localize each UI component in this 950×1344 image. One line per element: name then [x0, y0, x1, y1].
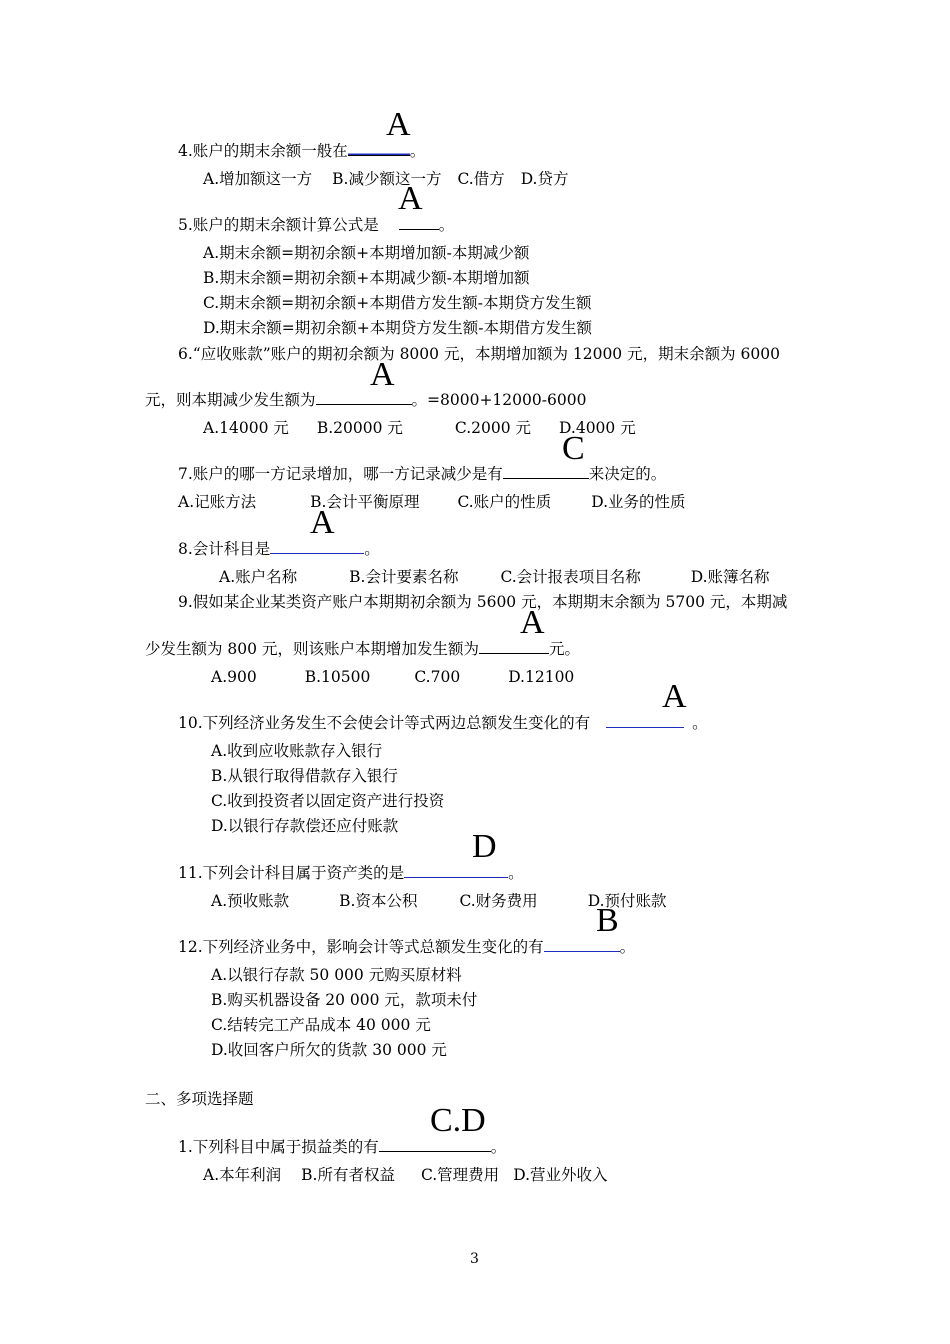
- q6-line2: 元，则本期减少发生额为 。=8000+12000-6000: [145, 388, 586, 409]
- q8-options: A.账户名称 B.会计要素名称 C.会计报表项目名称 D.账簿名称: [219, 568, 770, 586]
- q9-line1: 9.假如某企业某类资产账户本期期初余额为 5600 元，本期期末余额为 5700 元，本期减: [178, 593, 788, 611]
- q9-options: A.900 B.10500 C.700 D.12100: [211, 668, 575, 686]
- m1-answer-blank: [379, 1135, 491, 1152]
- q4-answer-blank: [348, 139, 410, 156]
- q9-line2: 少发生额为 800 元，则该账户本期增加发生额为 元。: [145, 637, 580, 658]
- q5-stem: 5.账户的期末余额计算公式是 。: [178, 213, 454, 234]
- q7-handwritten-answer: C: [562, 430, 585, 467]
- q9-handwritten-answer: A: [520, 604, 545, 641]
- q12-option-a: A.以银行存款 50 000 元购买原材料: [211, 966, 462, 984]
- section-2-title: 二、多项选择题: [145, 1090, 254, 1108]
- q11-options: A.预收账款 B.资本公积 C.财务费用 D.预付账款: [211, 892, 667, 910]
- q5-option-a: A.期末余额=期初余额+本期增加额-本期减少额: [203, 244, 530, 262]
- q9-answer-blank: [479, 637, 549, 654]
- q5-option-c: C.期末余额=期初余额+本期借方发生额-本期贷方发生额: [203, 294, 592, 312]
- q7-stem: 7.账户的哪一方记录增加，哪一方记录减少是有 来决定的。: [178, 462, 666, 483]
- q8-answer-blank: [270, 537, 364, 554]
- q4-handwritten-answer: A: [386, 106, 411, 143]
- q6-answer-blank: [316, 388, 412, 405]
- q10-handwritten-answer: A: [662, 678, 687, 715]
- q5-option-d: D.期末余额=期初余额+本期贷方发生额-本期借方发生额: [203, 319, 593, 337]
- q12-handwritten-answer: B: [596, 902, 619, 939]
- q6-line1: 6.“应收账款”账户的期初余额为 8000 元，本期增加额为 12000 元，期末余额为 6000: [178, 345, 780, 363]
- q12-option-d: D.收回客户所欠的货款 30 000 元: [211, 1041, 447, 1059]
- q5-handwritten-answer: A: [398, 180, 423, 217]
- m1-handwritten-answer: C.D: [430, 1102, 486, 1139]
- q10-stem: 10.下列经济业务发生不会使会计等式两边总额发生变化的有 。: [178, 711, 708, 732]
- q4-options: A.增加额这一方 B.减少额这一方 C.借方 D.贷方: [203, 170, 569, 188]
- q11-answer-blank: [404, 861, 508, 878]
- q7-answer-blank: [503, 462, 589, 479]
- q11-stem: 11.下列会计科目属于资产类的是 。: [178, 861, 524, 882]
- m1-options: A.本年利润 B.所有者权益 C.管理费用 D.营业外收入: [203, 1166, 608, 1184]
- q12-option-b: B.购买机器设备 20 000 元，款项未付: [211, 991, 478, 1009]
- q4-stem: 4.账户的期末余额一般在 。: [178, 139, 425, 160]
- q12-stem: 12.下列经济业务中，影响会计等式总额发生变化的有 。: [178, 935, 635, 956]
- q10-option-a: A.收到应收账款存入银行: [211, 742, 383, 760]
- page-number: 3: [470, 1251, 479, 1267]
- q10-option-c: C.收到投资者以固定资产进行投资: [211, 792, 445, 810]
- q8-stem: 8.会计科目是 。: [178, 537, 380, 558]
- q10-answer-blank: [606, 711, 684, 728]
- q5-answer-blank: [399, 213, 439, 230]
- q10-option-b: B.从银行取得借款存入银行: [211, 767, 398, 785]
- q7-options: A.记账方法 B.会计平衡原理 C.账户的性质 D.业务的性质: [178, 493, 686, 511]
- q10-option-d: D.以银行存款偿还应付账款: [211, 817, 399, 835]
- q12-option-c: C.结转完工产品成本 40 000 元: [211, 1016, 431, 1034]
- q11-handwritten-answer: D: [472, 828, 497, 865]
- q12-answer-blank: [544, 935, 620, 952]
- q6-options: A.14000 元 B.20000 元 C.2000 元 D.4000 元: [203, 419, 636, 437]
- q8-handwritten-answer: A: [310, 504, 335, 541]
- q6-handwritten-answer: A: [370, 356, 395, 393]
- m1-stem: 1.下列科目中属于损益类的有 。: [178, 1135, 506, 1156]
- q5-option-b: B.期末余额=期初余额+本期减少额-本期增加额: [203, 269, 530, 287]
